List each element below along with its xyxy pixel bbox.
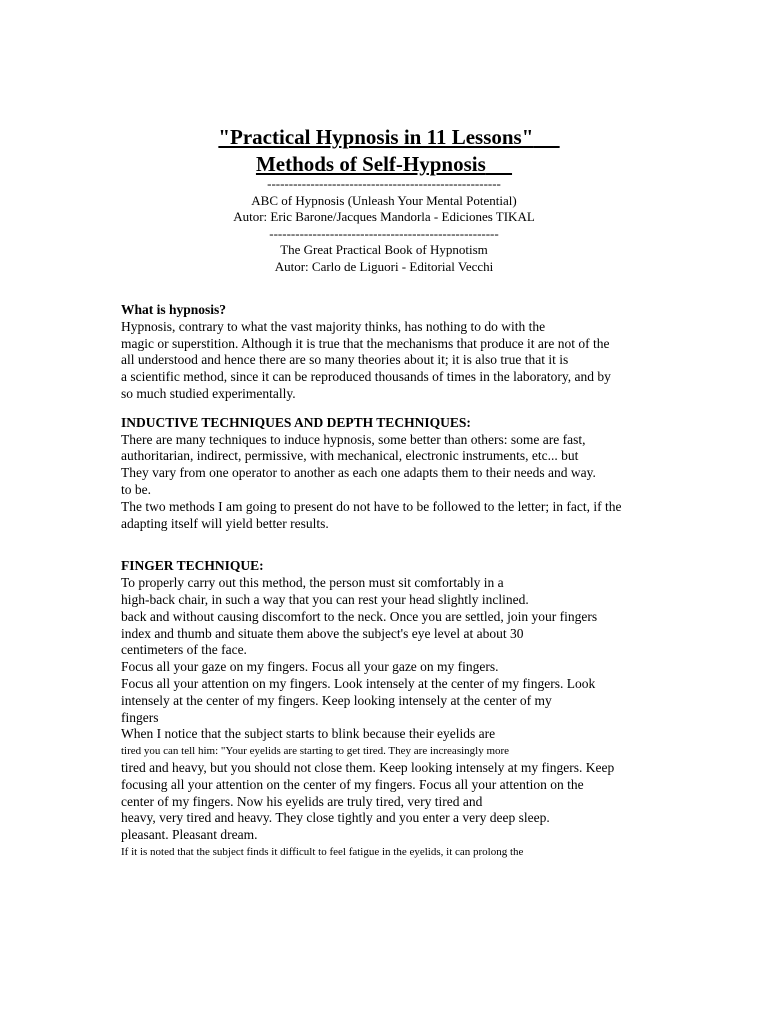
- book-1-title: ABC of Hypnosis (Unleash Your Mental Potential): [251, 192, 517, 208]
- paragraph-line-small: If it is noted that the subject finds it difficult to feel fatigue in the eyelids, it can prolong the: [121, 845, 524, 858]
- divider-2: -----------------------------------------------------: [269, 225, 499, 241]
- paragraph-line: Focus all your attention on my fingers. Look intensely at the center of my fingers. Look: [121, 675, 596, 691]
- paragraph-line: They vary from one operator to another as each one adapts them to their needs and way.: [121, 465, 596, 481]
- paragraph-line: magic or superstition. Although it is true that the mechanisms that produce it are not of the: [121, 335, 610, 351]
- paragraph-line: so much studied experimentally.: [121, 385, 296, 401]
- section-heading-inductive-techniques: INDUCTIVE TECHNIQUES AND DEPTH TECHNIQUES:: [121, 414, 471, 430]
- paragraph-line: Hypnosis, contrary to what the vast majority thinks, has nothing to do with the: [121, 318, 546, 334]
- references-block: [0, 176, 768, 275]
- paragraph-line: heavy, very tired and heavy. They close tightly and you enter a very deep sleep.: [121, 810, 550, 826]
- paragraph-line: high-back chair, in such a way that you can rest your head slightly inclined.: [121, 591, 529, 607]
- paragraph-line: To properly carry out this method, the person must sit comfortably in a: [121, 575, 504, 591]
- document-title: [0, 124, 768, 178]
- book-2-title: The Great Practical Book of Hypnotism: [280, 242, 488, 257]
- paragraph-line: Focus all your gaze on my fingers. Focus all your gaze on my fingers.: [121, 659, 499, 675]
- paragraph-line: intensely at the center of my fingers. Keep looking intensely at the center of my: [121, 692, 552, 708]
- paragraph-line: There are many techniques to induce hypnosis, some better than others: some are fast,: [121, 431, 586, 447]
- divider-1: ------------------------------------------------------: [267, 176, 501, 191]
- book-1-author: Autor: Eric Barone/Jacques Mandorla - Ediciones TIKAL: [233, 209, 535, 224]
- paragraph-line: pleasant. Pleasant dream.: [121, 827, 258, 843]
- paragraph-line: a scientific method, since it can be reproduced thousands of times in the laboratory, and by: [121, 369, 611, 385]
- title-subtitle-text: Methods of Self-Hypnosis: [255, 152, 486, 176]
- paragraph-line: authoritarian, indirect, permissive, with mechanical, electronic instruments, etc... but: [121, 448, 579, 464]
- paragraph-line: fingers: [121, 709, 159, 725]
- paragraph-line: all understood and hence there are so many theories about it; it is also true that it is: [121, 352, 569, 368]
- section-heading-finger-technique: FINGER TECHNIQUE:: [121, 558, 264, 574]
- book-2-author: Autor: Carlo de Liguori - Editorial Vecchi: [274, 258, 494, 274]
- paragraph-line: back and without causing discomfort to the neck. Once you are settled, join your fingers: [121, 608, 598, 624]
- paragraph-line: When I notice that the subject starts to blink because their eyelids are: [121, 726, 496, 742]
- paragraph-line: adapting itself will yield better results.: [121, 515, 329, 531]
- title-line-1: [0, 124, 768, 151]
- paragraph-line: The two methods I am going to present do not have to be followed to the letter; in fact, if the: [121, 498, 622, 514]
- paragraph-line: center of my fingers. Now his eyelids are truly tired, very tired and: [121, 793, 483, 809]
- title-line-2: [0, 151, 768, 178]
- title-main-text: "Practical Hypnosis in 11 Lessons": [218, 125, 534, 149]
- paragraph-line: tired and heavy, but you should not close them. Keep looking intensely at my fingers. Keep: [121, 759, 615, 775]
- document-body: [121, 302, 741, 861]
- paragraph-line-small: tired you can tell him: "Your eyelids are starting to get tired. They are increasingly more: [121, 745, 510, 758]
- paragraph-line: focusing all your attention on the center of my fingers. Focus all your attention on the: [121, 776, 584, 792]
- section-heading-what-is-hypnosis: What is hypnosis?: [121, 302, 227, 317]
- paragraph-line: centimeters of the face.: [121, 642, 247, 658]
- paragraph-line: index and thumb and situate them above the subject's eye level at about 30: [121, 625, 524, 641]
- paragraph-line: to be.: [121, 481, 151, 497]
